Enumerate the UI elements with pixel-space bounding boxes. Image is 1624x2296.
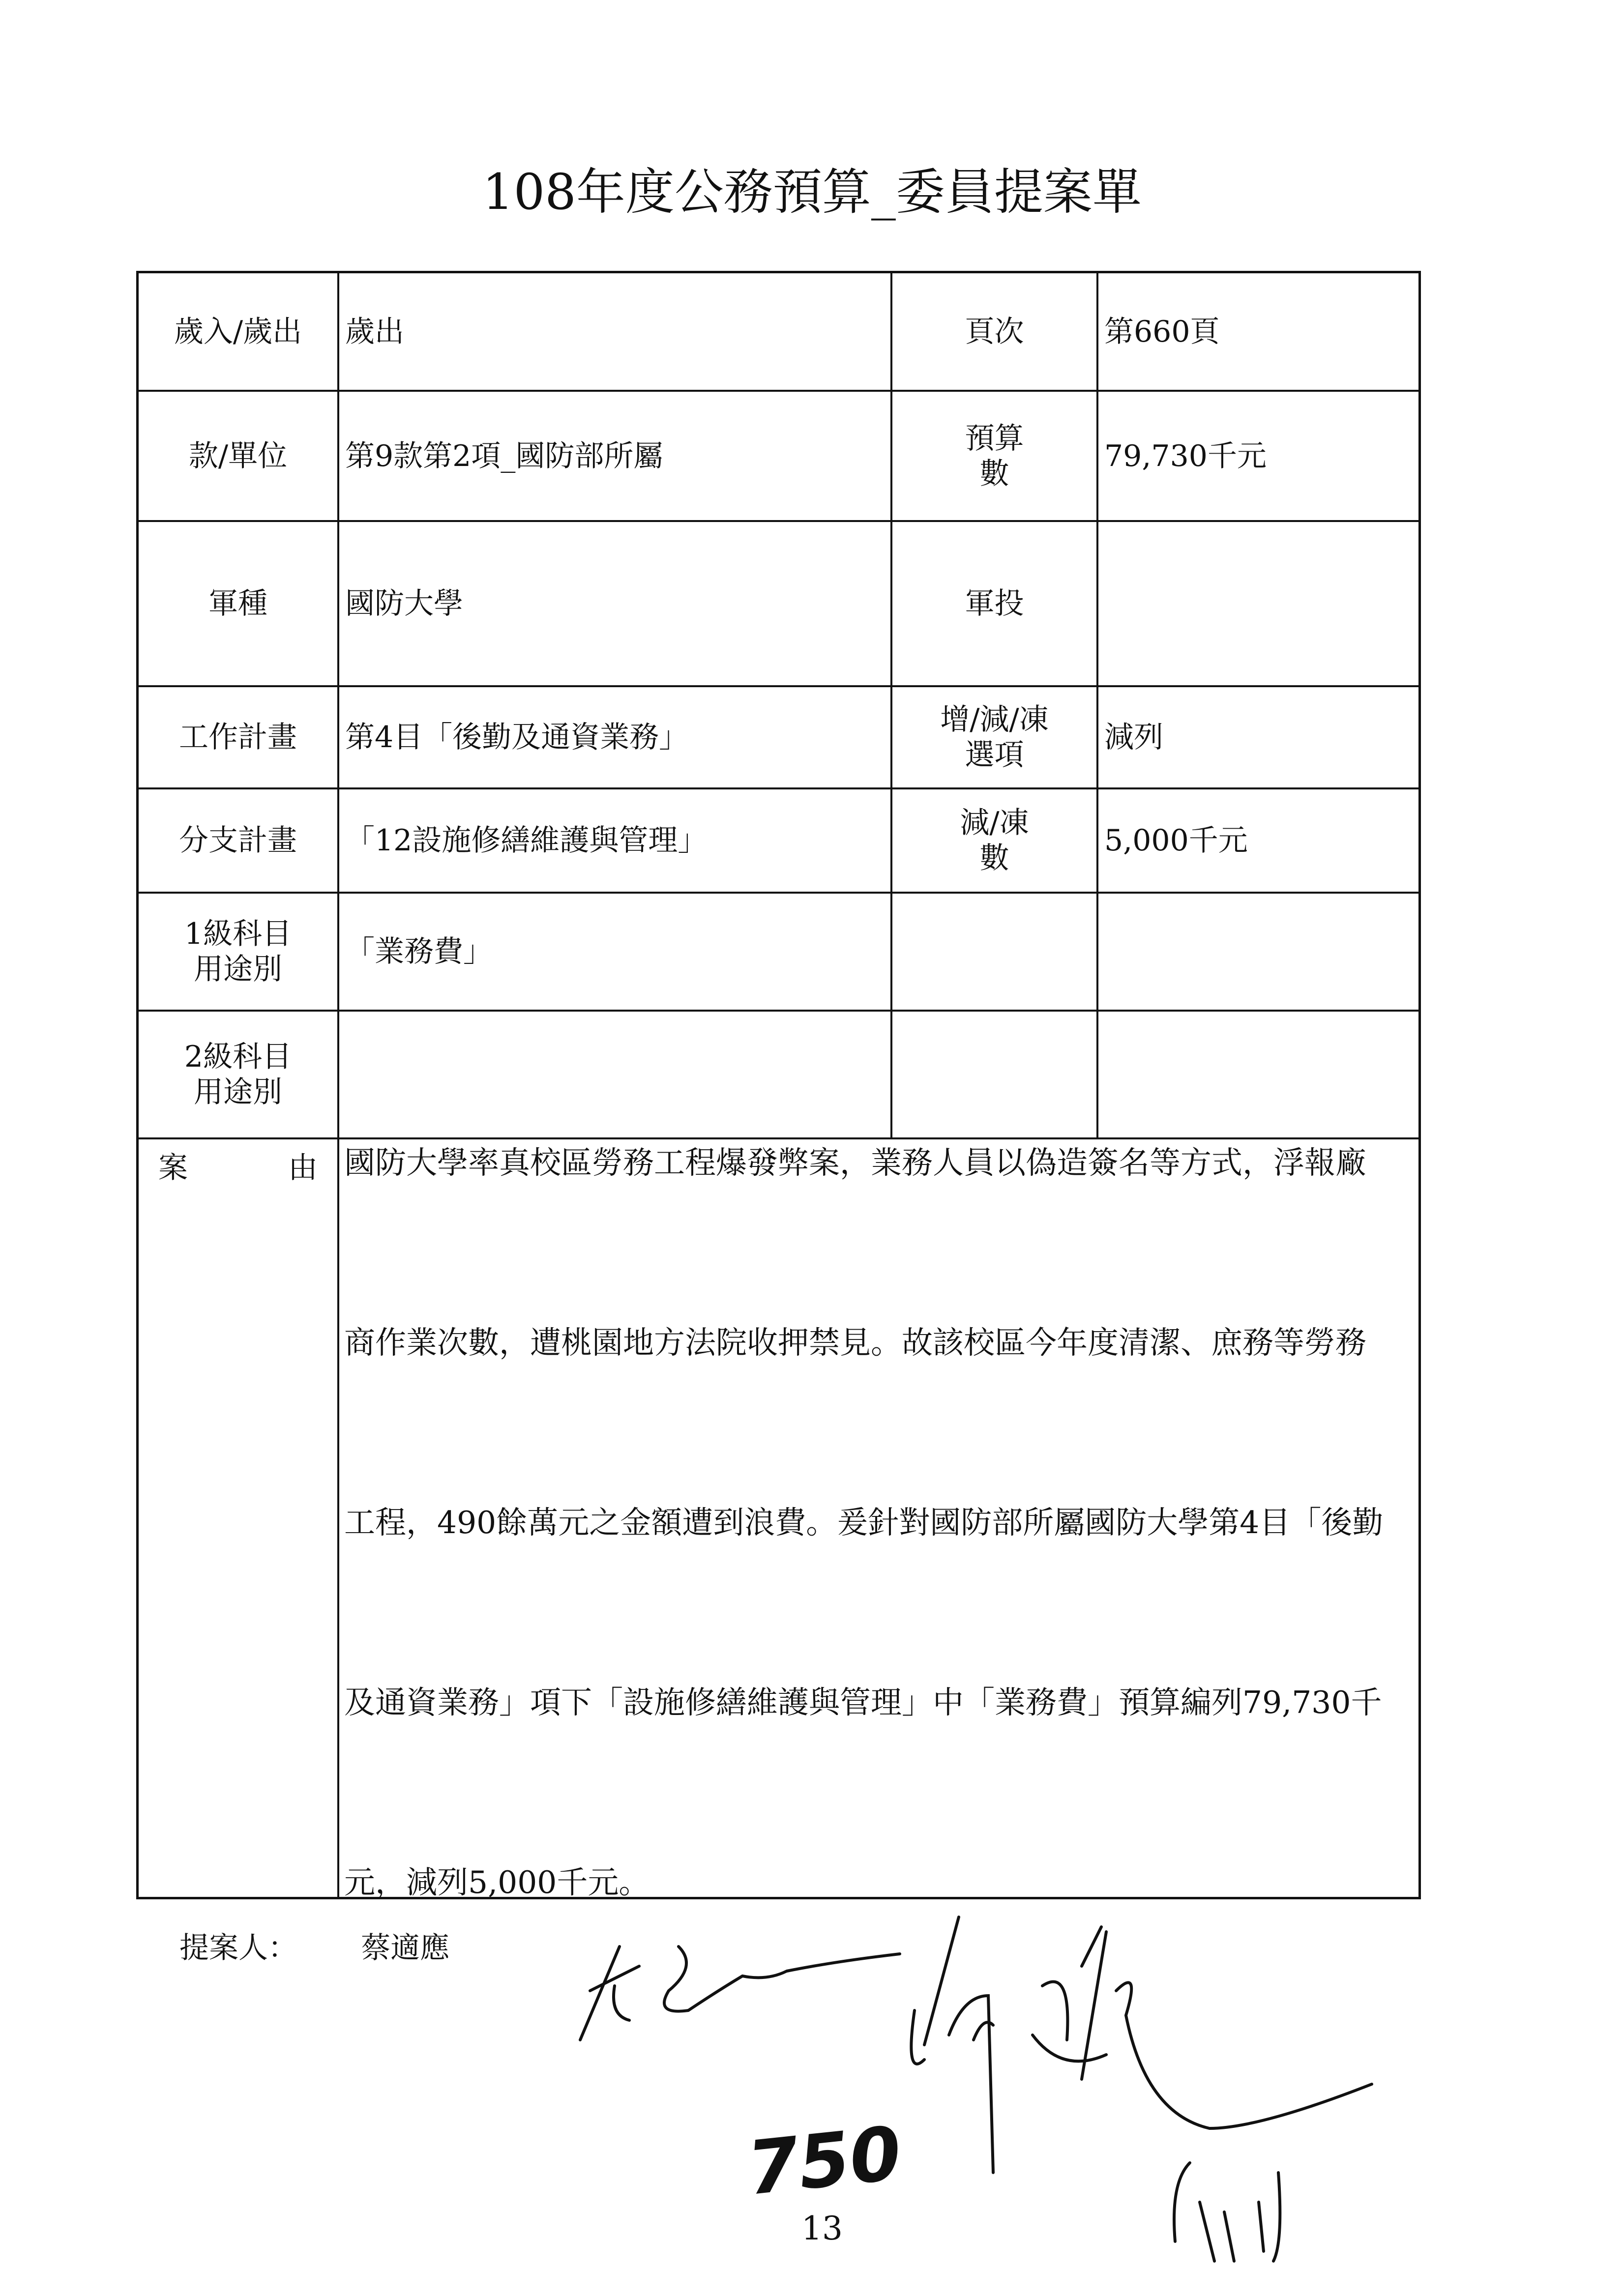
reason-line: 商作業次數，遭桃園地方法院收押禁見。故該校區今年度清潔、庶務等勞務 bbox=[344, 1325, 1366, 1361]
reason-line: 及通資業務」項下「設施修繕維護與管理」中「業務費」預算編列79,730千 bbox=[344, 1685, 1382, 1720]
row-value: 歲出 bbox=[339, 273, 892, 390]
row-value: 「業務費」 bbox=[339, 894, 892, 1010]
page-title: 108年度公務預算_委員提案單 bbox=[482, 163, 1142, 221]
reason-line: 工程，490餘萬元之金額遭到浪費。爰針對國防部所屬國防大學第4目「後勤 bbox=[344, 1505, 1384, 1540]
row-label2: 預算 數 bbox=[892, 392, 1098, 520]
signature-2 bbox=[911, 1917, 1372, 2173]
row-label: 2級科目 用途別 bbox=[139, 1012, 339, 1137]
row-label2: 軍投 bbox=[892, 522, 1098, 685]
reason-label-b: 由 bbox=[288, 1151, 318, 1185]
row-value: 第4目「後勤及通資業務」 bbox=[339, 687, 892, 787]
row-label: 款/單位 bbox=[139, 392, 339, 520]
row-value2: 第660頁 bbox=[1104, 314, 1220, 349]
row-label: 軍種 bbox=[139, 522, 339, 685]
row-value2: 減列 bbox=[1104, 720, 1163, 755]
row-label: 分支計畫 bbox=[139, 789, 339, 892]
reason-line: 元，減列5,000千元。 bbox=[344, 1864, 650, 1900]
row-label: 1級科目 用途別 bbox=[139, 894, 339, 1010]
signature-3 bbox=[1174, 2163, 1280, 2261]
row-label: 工作計畫 bbox=[139, 687, 339, 787]
row-label2: 頁次 bbox=[892, 273, 1098, 390]
row-value2: 5,000千元 bbox=[1104, 823, 1248, 858]
signature-1 bbox=[580, 1947, 900, 2040]
row-value: 「12設施修繕維護與管理」 bbox=[339, 789, 892, 892]
row-value: 第9款第2項_國防部所屬 bbox=[339, 392, 892, 520]
row-label2: 增/減/凍 選項 bbox=[892, 687, 1098, 787]
reason-line: 國防大學率真校區勞務工程爆發弊案，業務人員以偽造簽名等方式，浮報廠 bbox=[344, 1145, 1366, 1181]
proposer-label: 提案人： bbox=[179, 1931, 297, 1965]
proposer-name: 蔡適應 bbox=[361, 1931, 450, 1965]
row-value: 國防大學 bbox=[339, 522, 892, 685]
row-value2: 79,730千元 bbox=[1104, 438, 1267, 473]
page-number: 13 bbox=[801, 2209, 843, 2247]
handwritten-number: 750 bbox=[743, 2111, 906, 2212]
reason-label-a: 案 bbox=[158, 1151, 188, 1185]
row-label: 歲入/歲出 bbox=[139, 273, 339, 390]
row-label2: 減/凍 數 bbox=[892, 789, 1098, 892]
